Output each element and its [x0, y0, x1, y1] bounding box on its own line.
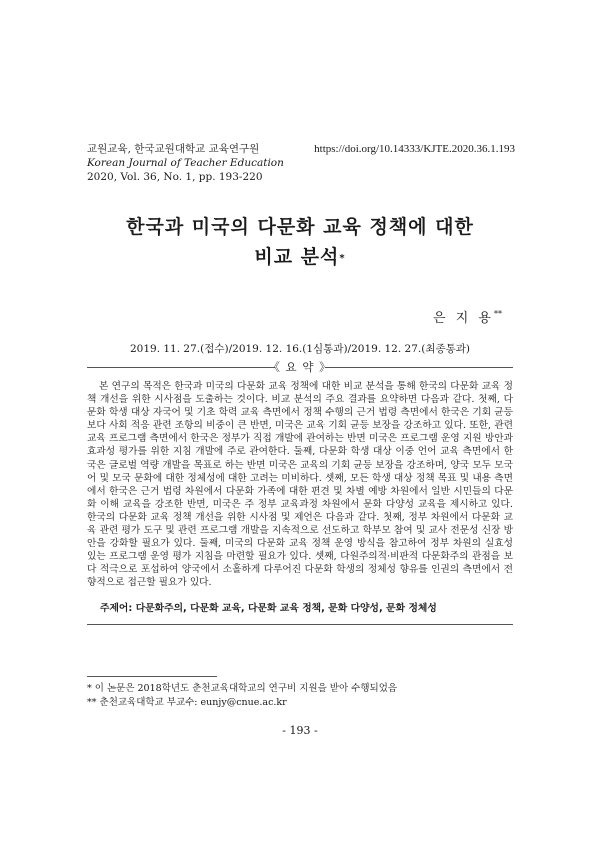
review-dates: 2019. 11. 27.(접수)/2019. 12. 16.(1심통과)/2019. 12. 27.(최종통과): [129, 343, 470, 355]
paper-title: [0, 212, 600, 272]
footnote-funding: * 이 논문은 2018학년도 춘천교육대학교의 연구비 지원을 받아 수행되었음: [87, 683, 398, 694]
title-line-1: 한국과 미국의 다문화 교육 정책에 대한: [126, 216, 474, 238]
doi-link[interactable]: https://doi.org/10.14333/KJTE.2020.36.1.193: [314, 143, 515, 155]
journal-header: [87, 142, 347, 184]
author-name: 은 지 용: [433, 311, 494, 326]
journal-english-title: Korean Journal of Teacher Education: [87, 157, 284, 169]
keywords-list: 다문화주의, 다문화 교육, 다문화 교육 정책, 문화 다양성, 문화 정체성: [135, 603, 437, 614]
author-footnote-mark[interactable]: **: [494, 309, 502, 319]
author: [433, 307, 502, 326]
institution-text: 교원교육, 한국교원대학교 교육연구원: [87, 143, 260, 155]
footnote-author: ** 춘천교육대학교 부교수: eunjy@cnue.ac.kr: [87, 697, 287, 708]
issue-info: 2020, Vol. 36, No. 1, pp. 193-220: [87, 171, 263, 183]
footnote-rule: [87, 676, 217, 677]
keywords: [100, 600, 437, 614]
abstract-heading-label: 《 요 약 》: [268, 360, 332, 374]
abstract-heading: [87, 360, 513, 374]
footnotes: [87, 682, 397, 710]
title-footnote-mark[interactable]: *: [339, 253, 346, 264]
title-line-2: 비교 분석*: [254, 246, 346, 268]
page-number: - 193 -: [282, 724, 318, 737]
keywords-label: 주제어:: [100, 603, 133, 614]
abstract-rule-right: [325, 367, 513, 368]
abstract-body: 본 연구의 목적은 한국과 미국의 다문화 교육 정책에 대한 비교 분석을 통해 한국의 다문화 교육 정책 개선을 위한 시사점을 도출하는 것이다. 비교 분석의 주요 결과를 요약하면 다음과 같다. 첫째, 다문화 학생 대상 자국어 및 기초 학력 교육 측면에서 정책 수행의 근거 법령 측면에서 한국은 기회 균등보다 사회 적응 관련 조항의 비중이 큰 반면, 미국은 교육 기회 균등 보장을 강조하고 있다. 또한, 관련 교육 프로그램 측면에서 한국은 정부가 직접 개발에 관여하는 반면 미국은 프로그램 운영 지원 방안과 효과성 평가를 위한 지침 개발에 주로 관여한다. 둘째, 다문화 학생 대상 이중 언어 교육 측면에서 한국은 글로벌 역량 개발을 목표로 하는 반면 미국은 교육의 기회 균등 보장을 강조하며, 양국 모두 모국어 및 모국 문화에 대한 정체성에 대한 고려는 미비하다. 셋째, 모든 학생 대상 정책 목표 및 내용 측면에서 한국은 근거 법령 차원에서 다문화 가족에 대한 편견 및 차별 예방 차원에서 일반 시민들의 다문화 이해 교육을 강조한 반면, 미국은 주 정부 교육과정 차원에서 문화 다양성 교육을 제시하고 있다. 한국의 다문화 교육 정책 개선을 위한 시사점 및 제언은 다음과 같다. 첫째, 정부 차원에서 다문화 교육 관련 평가 도구 및 관련 프로그램 개발을 지속적으로 선도하고 학부모 참여 및 교사 전문성 신장 방안을 강화할 필요가 있다. 둘째, 미국의 다문화 교육 정책 운영 방식을 참고하여 정부 차원의 실효성 있는 프로그램 운영 평가 지침을 마련할 필요가 있다. 셋째, 다원주의적·비판적 다문화주의 관점을 보다 적극으로 포섭하여 양국에서 소홀하게 다루어진 다문화 학생의 정체성 향유를 인권의 측면에서 전향적으로 접근할 필요가 있다.: [87, 381, 513, 589]
abstract-bottom-rule: [87, 624, 513, 625]
